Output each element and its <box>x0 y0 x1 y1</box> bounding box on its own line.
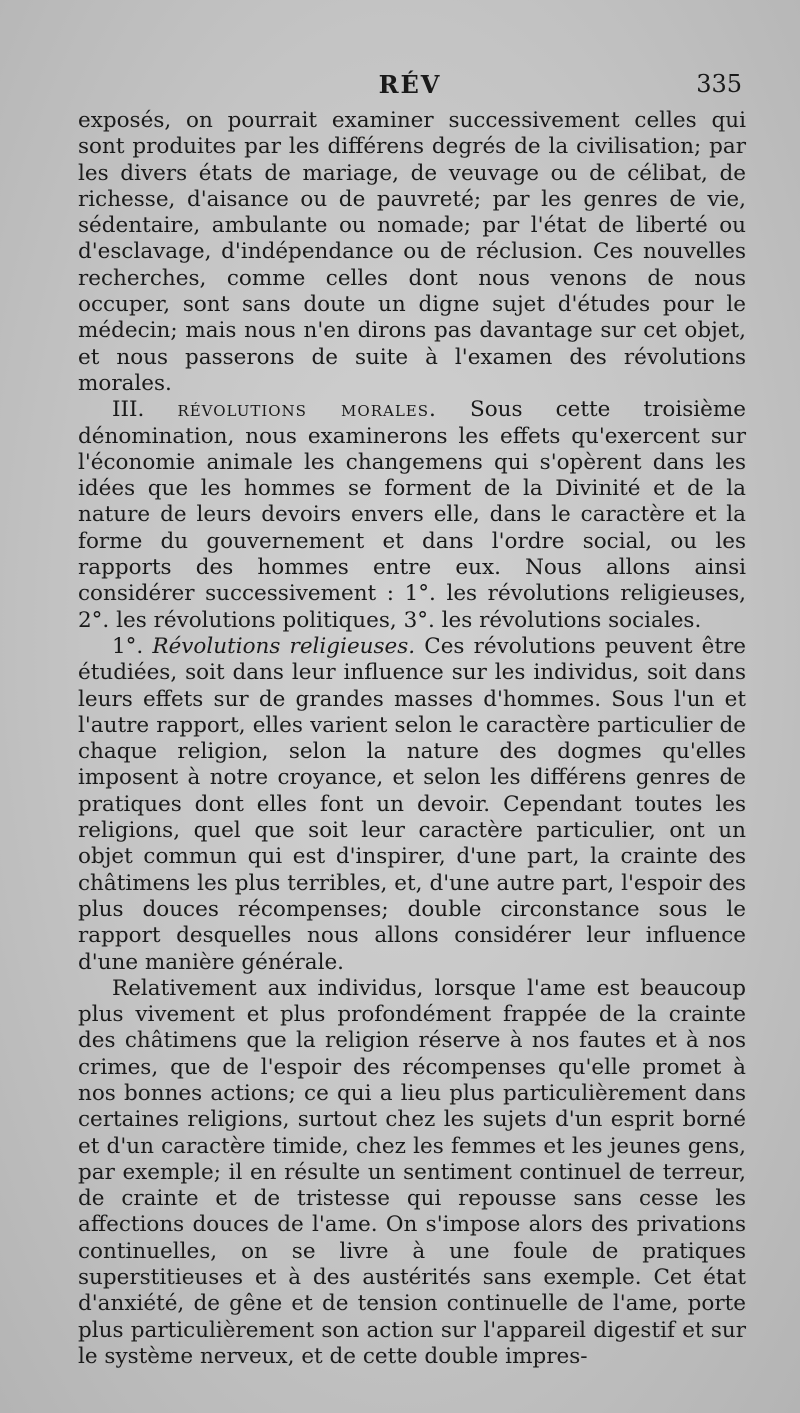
paragraph-3 <box>78 634 746 976</box>
page-number: 335 <box>696 70 742 98</box>
subsection-heading: Révolutions religieuses. <box>152 633 416 659</box>
page-header <box>78 70 742 110</box>
paragraph-3-text: Ces révolutions peuvent être étudiées, soit dans leur influence sur les individus, soit dans leurs effets sur de grandes masses d'hommes. Sous l'un et l'autre rapport, elles varient selon le caractère particulier de chaque religion, selon la nature des dogmes qu'elles imposent à notre croyance, et selon les différens genres de pratiques dont elles font un devoir. Cependant toutes les religions, quel que soit leur caractère particulier, ont un objet commun qui est d'inspirer, d'une part, la crainte des châtimens les plus terribles, et, d'une autre part, l'espoir des plus douces récompenses; double circonstance sous le rapport desquelles nous allons considérer leur influence d'une manière générale. <box>78 633 746 975</box>
paragraph-1: exposés, on pourrait examiner successivement celles qui sont produites par les différens degrés de la civilisation; par les divers états de mariage, de veuvage ou de célibat, de richesse, d'aisance ou de pauvreté; par les genres de vie, sédentaire, ambulante ou nomade; par l'état de liberté ou d'esclavage, d'indépendance ou de réclusion. Ces nouvelles recherches, comme celles dont nous venons de nous occuper, sont sans doute un digne sujet d'études pour le médecin; mais nous n'en dirons pas davantage sur cet objet, et nous passerons de suite à l'examen des révolutions morales. <box>78 108 746 396</box>
paragraph-2 <box>78 397 746 634</box>
body-text <box>78 108 746 1370</box>
section-heading: révolutions morales. <box>177 397 437 423</box>
running-head: RÉV <box>378 70 442 99</box>
section-number: III. <box>112 397 145 423</box>
paragraph-4: Relativement aux individus, lorsque l'ame est beaucoup plus vivement et plus profondément frappée de la crainte des châtimens que la religion réserve à nos fautes et à nos crimes, que de l'espoir des récompenses qu'elle promet à nos bonnes actions; ce qui a lieu plus particulièrement dans certaines religions, surtout chez les sujets d'un esprit borné et d'un caractère timide, chez les femmes et les jeunes gens, par exemple; il en résulte un sentiment continuel de terreur, de crainte et de tristesse qui repousse sans cesse les affections douces de l'ame. On s'impose alors des privations continuelles, on se livre à une foule de pratiques superstitieuses et à des austérités sans exemple. Cet état d'anxiété, de gêne et de tension continuelle de l'ame, porte plus particulièrement son action sur l'appareil digestif et sur le système nerveux, et de cette double impres- <box>78 975 746 1369</box>
paragraph-2-text: Sous cette troisième dénomination, nous examinerons les effets qu'exercent sur l'économie animale les changemens qui s'opèrent dans les idées que les hommes se forment de la Divinité et de la nature de leurs devoirs envers elle, dans le caractère et la forme du gouvernement et dans l'ordre social, ou les rapports des hommes entre eux. Nous allons ainsi considérer successivement : 1°. les révolutions religieuses, 2°. les révolutions politiques, 3°. les révolutions sociales. <box>78 397 746 633</box>
subsection-number: 1°. <box>112 633 144 659</box>
